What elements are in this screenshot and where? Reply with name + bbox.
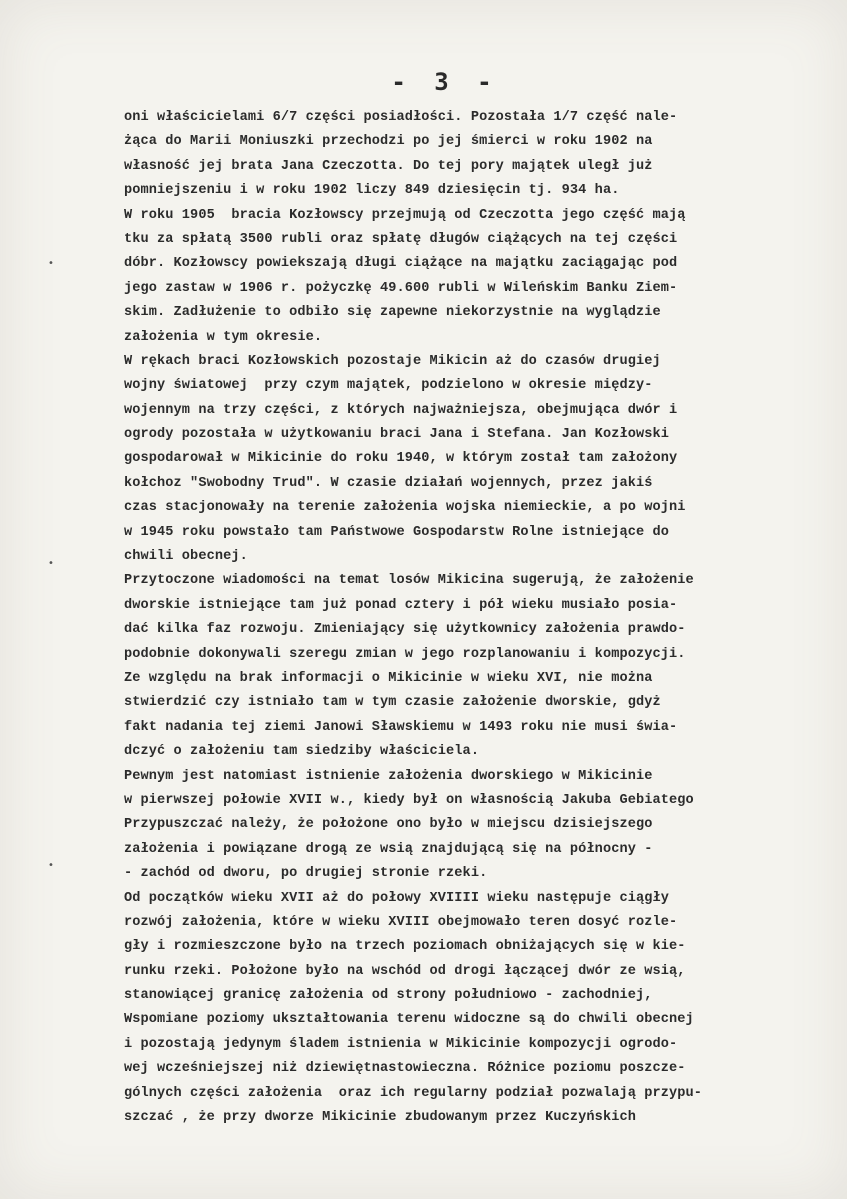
text-line: czas stacjonowały na terenie założenia wojska niemieckie, a po wojni	[124, 500, 686, 516]
text-line: Przypuszczać należy, że położone ono było w miejscu dzisiejszego	[124, 817, 653, 833]
text-line: gospodarował w Mikicinie do roku 1940, w którym został tam założony	[124, 451, 678, 467]
text-line: gólnych części założenia oraz ich regularny podział pozwalają przypu-	[124, 1085, 703, 1101]
text-line: założenia i powiązane drogą ze wsią znajdującą się na północny -	[124, 841, 653, 857]
text-line: - zachód od dworu, po drugiej stronie rzeki.	[124, 866, 488, 882]
text-line: tku za spłatą 3500 rubli oraz spłatę długów ciążących na tej części	[124, 231, 678, 247]
text-line: dóbr. Kozłowscy powiekszają długi ciążące na majątku zaciągając pod	[124, 256, 678, 272]
text-line: Ze względu na brak informacji o Mikicinie w wieku XVI, nie można	[124, 670, 653, 686]
text-line: Przytoczone wiadomości na temat losów Mikicina sugerują, że założenie	[124, 573, 694, 589]
page-number: - 3 -	[391, 68, 492, 96]
text-line: skim. Zadłużenie to odbiło się zapewne niekorzystnie na wyglądzie	[124, 305, 661, 321]
margin-dot: •	[48, 558, 54, 569]
text-line: chwili obecnej.	[124, 549, 248, 565]
text-line: i pozostają jedynym śladem istnienia w Mikicinie kompozycji ogrodo-	[124, 1036, 678, 1052]
text-line: założenia w tym okresie.	[124, 329, 323, 345]
text-line: W rękach braci Kozłowskich pozostaje Mikicin aż do czasów drugiej	[124, 353, 661, 369]
margin-dot: •	[48, 258, 54, 269]
text-line: jego zastaw w 1906 r. pożyczkę 49.600 rubli w Wileńskim Banku Ziem-	[124, 280, 678, 296]
text-line: fakt nadania tej ziemi Janowi Sławskiemu w 1493 roku nie musi świa-	[124, 719, 678, 735]
text-line: w pierwszej połowie XVII w., kiedy był on własnością Jakuba Gebiatego	[124, 792, 694, 808]
text-line: pomniejszeniu i w roku 1902 liczy 849 dziesięcin tj. 934 ha.	[124, 183, 620, 199]
text-line: wojny światowej przy czym majątek, podzielono w okresie między-	[124, 378, 653, 394]
text-line: Od początków wieku XVII aż do połowy XVIIII wieku następuje ciągły	[124, 890, 669, 906]
text-line: Wspomiane poziomy ukształtowania terenu widoczne są do chwili obecnej	[124, 1012, 694, 1028]
text-line: wojennym na trzy części, z których najważniejsza, obejmująca dwór i	[124, 402, 678, 418]
text-line: gły i rozmieszczone było na trzech poziomach obniżających się w kie-	[124, 939, 686, 955]
text-line: dać kilka faz rozwoju. Zmieniający się użytkownicy założenia prawdo-	[124, 622, 686, 638]
text-line: żąca do Marii Moniuszki przechodzi po jej śmierci w roku 1902 na	[124, 134, 653, 150]
text-line: runku rzeki. Położone było na wschód od drogi łączącej dwór ze wsią,	[124, 963, 686, 979]
text-line: własność jej brata Jana Czeczotta. Do tej pory majątek uległ już	[124, 158, 653, 174]
text-line: ogrody pozostała w użytkowaniu braci Jana i Stefana. Jan Kozłowski	[124, 427, 669, 443]
text-line: Pewnym jest natomiast istnienie założenia dworskiego w Mikicinie	[124, 768, 653, 784]
text-line: wej wcześniejszej niż dziewiętnastowieczna. Różnice poziomu poszcze-	[124, 1061, 686, 1077]
text-line: W roku 1905 bracia Kozłowscy przejmują od Czeczotta jego część mają	[124, 207, 686, 223]
text-line: rozwój założenia, które w wieku XVIII obejmowało teren dosyć rozle-	[124, 914, 678, 930]
text-line: oni właścicielami 6/7 części posiadłości. Pozostała 1/7 część nale-	[124, 110, 678, 125]
text-line: dczyć o założeniu tam siedziby właściciela.	[124, 744, 480, 760]
text-line: kołchoz "Swobodny Trud". W czasie działań wojennych, przez jakiś	[124, 475, 653, 491]
text-line: szczać , że przy dworze Mikicinie zbudowanym przez Kuczyńskich	[124, 1110, 636, 1126]
text-line: w 1945 roku powstało tam Państwowe Gospodarstw Rolne istniejące do	[124, 524, 669, 540]
text-line: podobnie dokonywali szeregu zmian w jego rozplanowaniu i kompozycji.	[124, 646, 686, 662]
text-line: stwierdzić czy istniało tam w tym czasie założenie dworskie, gdyż	[124, 695, 661, 711]
text-line: dworskie istniejące tam już ponad cztery i pół wieku musiało posia-	[124, 597, 678, 613]
text-line: stanowiącej granicę założenia od strony południowo - zachodniej,	[124, 988, 653, 1004]
body-text	[124, 106, 844, 1130]
margin-dot: •	[48, 860, 54, 871]
